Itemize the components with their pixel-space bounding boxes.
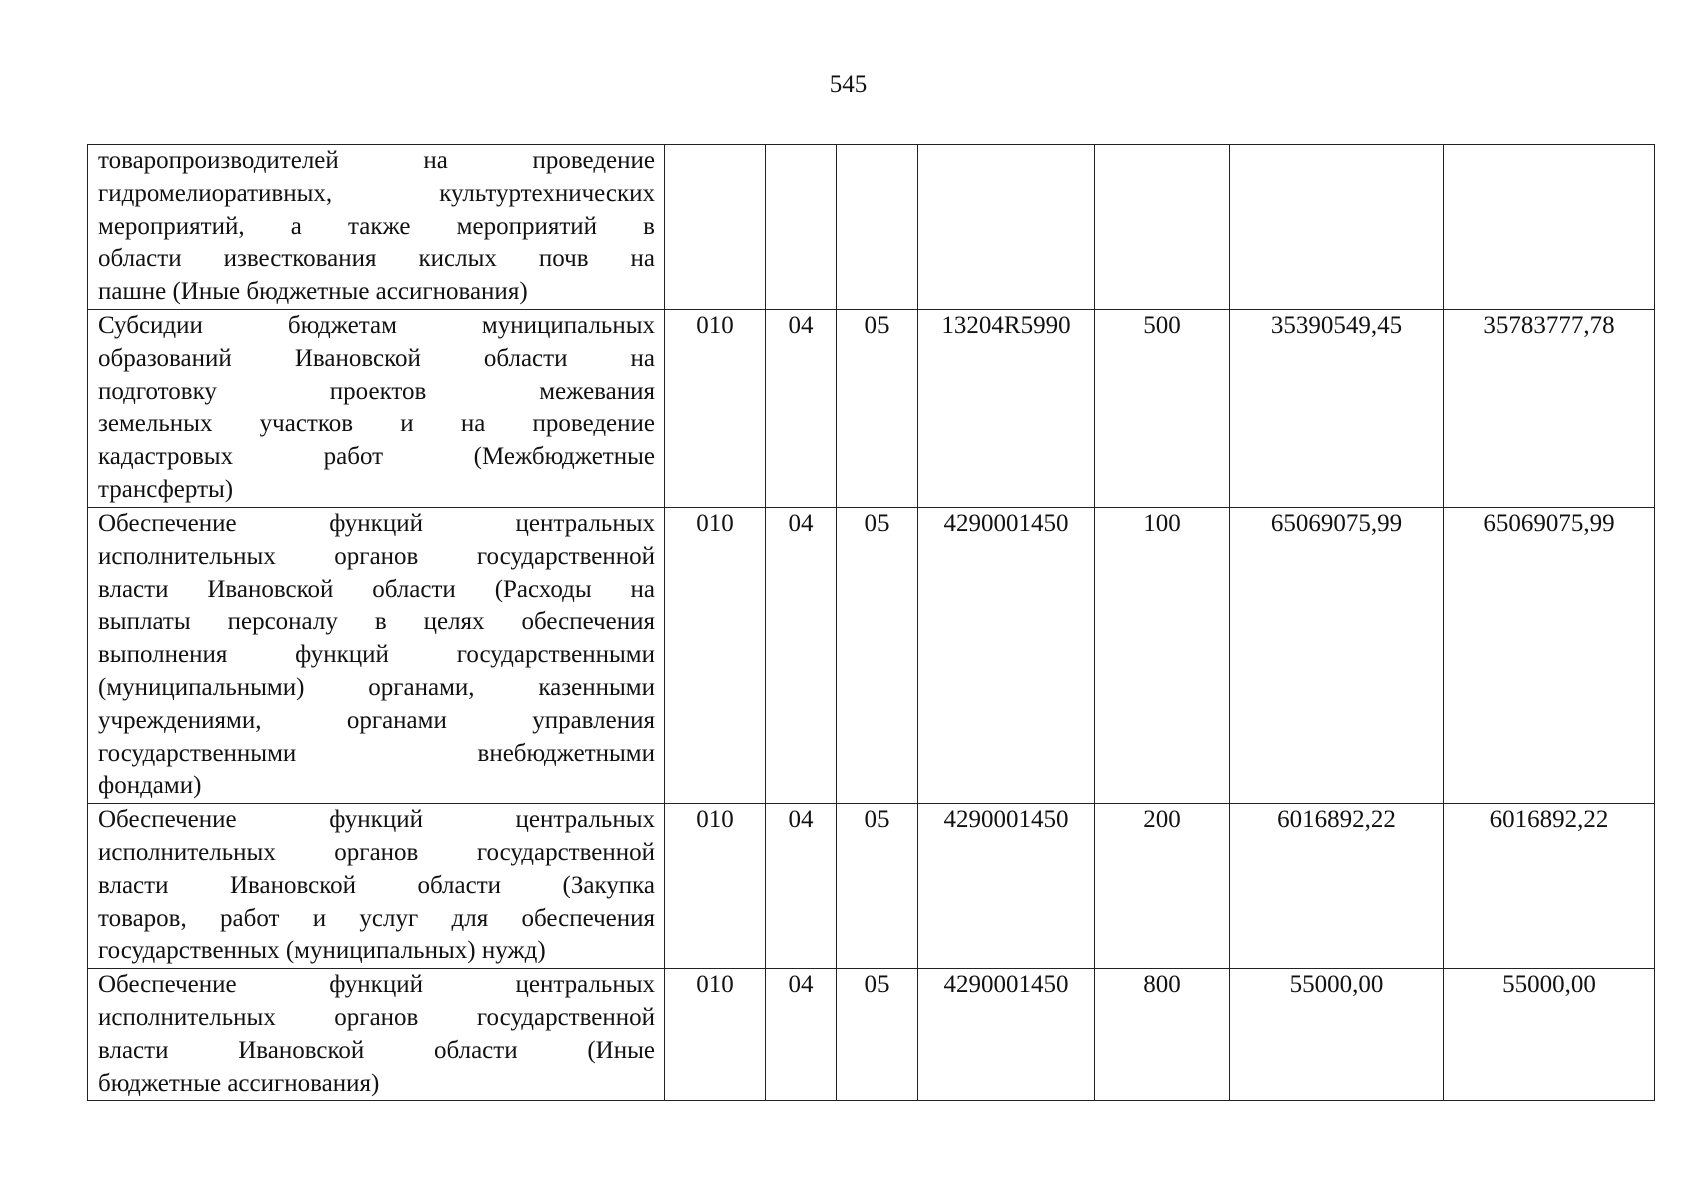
description-line: власти Ивановской области (Закупка [98, 871, 655, 899]
description-line: государственных (муниципальных) нужд) [98, 937, 546, 965]
subsection-code-cell: 05 [837, 969, 918, 1101]
section-code-cell: 04 [766, 804, 837, 969]
description-line: государственными внебюджетными [98, 739, 655, 767]
subsection-code-cell [837, 145, 918, 310]
description-cell [88, 969, 665, 1101]
amount-1-cell: 6016892,22 [1230, 804, 1444, 969]
table-row [88, 969, 1655, 1101]
section-code-cell: 04 [766, 310, 837, 508]
description-line: Обеспечение функций центральных [98, 510, 655, 537]
expense-type-cell: 100 [1095, 508, 1230, 804]
subsection-code-cell: 05 [837, 310, 918, 508]
ministry-code-cell: 010 [665, 310, 766, 508]
description-line: фондами) [98, 772, 202, 800]
amount-2-cell [1444, 145, 1655, 310]
description-line: кадастровых работ (Межбюджетные [98, 443, 655, 471]
target-article-cell: 4290001450 [918, 969, 1095, 1101]
expense-type-cell: 200 [1095, 804, 1230, 969]
description-line: трансферты) [98, 475, 234, 503]
description-line: образований Ивановской области на [98, 344, 655, 372]
ministry-code-cell: 010 [665, 804, 766, 969]
description-line: области известкования кислых почв на [98, 245, 655, 273]
target-article-cell [918, 145, 1095, 310]
target-article-cell: 13204R5990 [918, 310, 1095, 508]
expense-type-cell: 500 [1095, 310, 1230, 508]
amount-1-cell [1230, 145, 1444, 310]
description-line: мероприятий, а также мероприятий в [98, 212, 655, 240]
description-line: Обеспечение функций центральных [98, 971, 655, 999]
description-line: учреждениями, органами управления [98, 706, 655, 734]
description-line: гидромелиоративных, культуртехнических [98, 179, 655, 207]
target-article-cell: 4290001450 [918, 508, 1095, 804]
description-line: власти Ивановской области (Расходы на [98, 575, 655, 603]
description-cell [88, 310, 665, 508]
subsection-code-cell: 05 [837, 804, 918, 969]
table-row [88, 310, 1655, 508]
description-line: исполнительных органов государственной [98, 1003, 655, 1031]
description-line: (муниципальными) органами, казенными [98, 673, 655, 701]
subsection-code-cell: 05 [837, 508, 918, 804]
ministry-code-cell: 010 [665, 508, 766, 804]
description-line: выплаты персоналу в целях обеспечения [98, 608, 655, 636]
description-line: бюджетные ассигнования) [98, 1069, 380, 1097]
expense-type-cell [1095, 145, 1230, 310]
description-line: товаропроизводителей на проведение [98, 147, 655, 174]
section-code-cell: 04 [766, 508, 837, 804]
amount-1-cell: 65069075,99 [1230, 508, 1444, 804]
amount-2-cell: 35783777,78 [1444, 310, 1655, 508]
amount-2-cell: 6016892,22 [1444, 804, 1655, 969]
amount-1-cell: 35390549,45 [1230, 310, 1444, 508]
description-line: исполнительных органов государственной [98, 542, 655, 570]
description-line: пашне (Иные бюджетные ассигнования) [98, 278, 528, 306]
expense-type-cell: 800 [1095, 969, 1230, 1101]
description-line: исполнительных органов государственной [98, 838, 655, 866]
description-line: земельных участков и на проведение [98, 410, 655, 438]
section-code-cell [766, 145, 837, 310]
description-line: подготовку проектов межевания [98, 377, 655, 405]
description-line: выполнения функций государственными [98, 641, 655, 669]
description-line: Обеспечение функций центральных [98, 806, 655, 834]
ministry-code-cell [665, 145, 766, 310]
amount-2-cell: 65069075,99 [1444, 508, 1655, 804]
target-article-cell: 4290001450 [918, 804, 1095, 969]
description-line: товаров, работ и услуг для обеспечения [98, 904, 655, 932]
ministry-code-cell: 010 [665, 969, 766, 1101]
description-cell [88, 804, 665, 969]
budget-table [87, 144, 1655, 1101]
table-row [88, 145, 1655, 310]
table-row [88, 804, 1655, 969]
description-cell [88, 145, 665, 310]
page-number: 545 [829, 71, 868, 98]
description-cell [88, 508, 665, 804]
table-row [88, 508, 1655, 804]
description-line: власти Ивановской области (Иные [98, 1036, 655, 1064]
description-line: Субсидии бюджетам муниципальных [98, 312, 655, 339]
section-code-cell: 04 [766, 969, 837, 1101]
amount-2-cell: 55000,00 [1444, 969, 1655, 1101]
amount-1-cell: 55000,00 [1230, 969, 1444, 1101]
